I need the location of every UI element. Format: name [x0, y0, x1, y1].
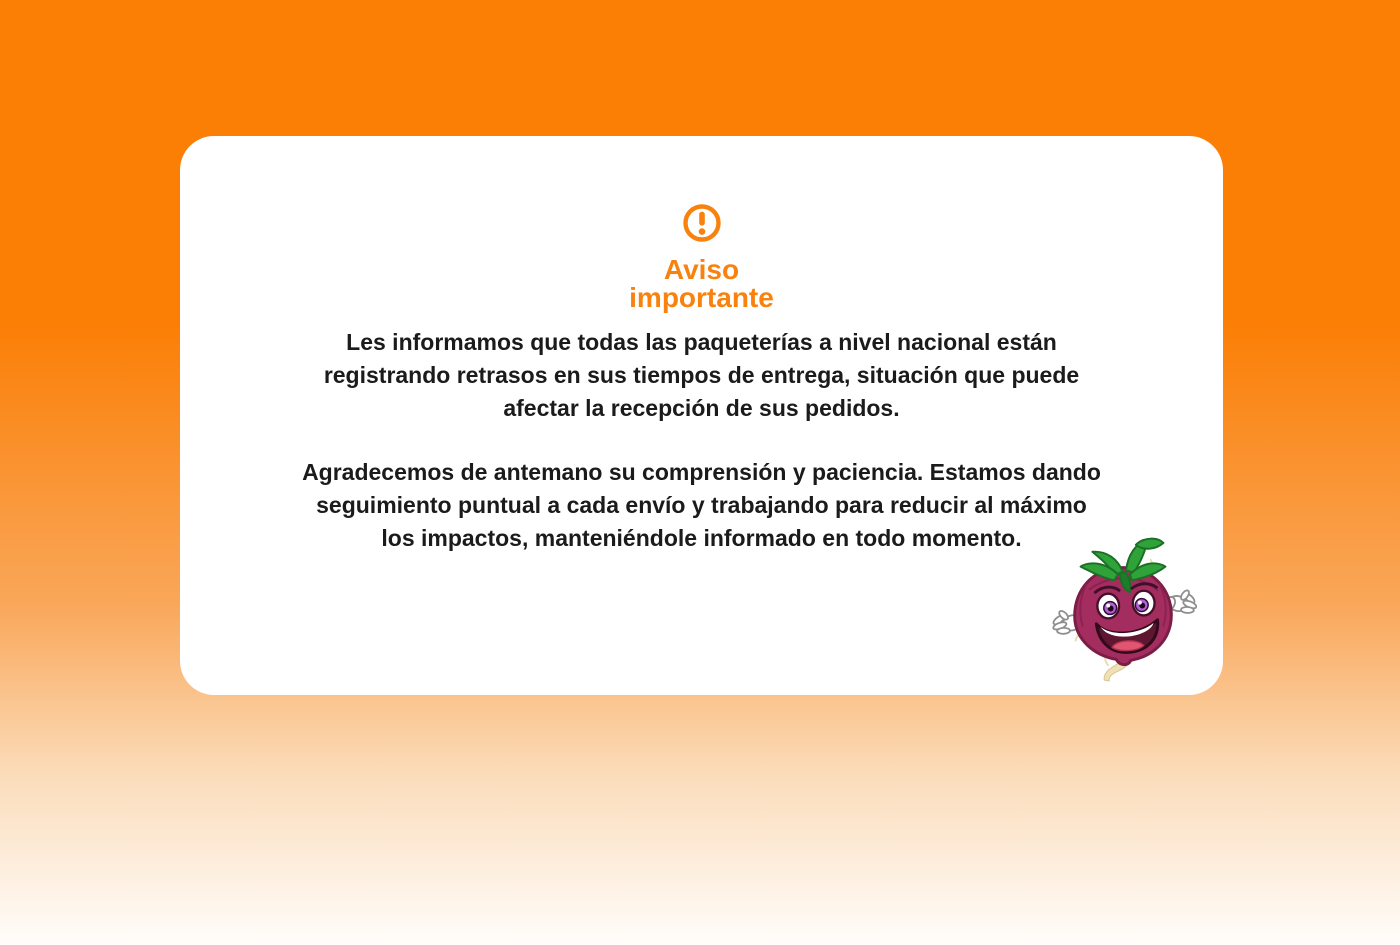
- notice-paragraph-2: [302, 456, 1101, 555]
- paragraph2-line2: seguimiento puntual a cada envío y trabajando para reducir al máximo: [316, 492, 1087, 518]
- paragraph2-line3: los impactos, manteniéndole informado en todo momento.: [381, 525, 1022, 551]
- exclamation-alert-icon: [681, 202, 723, 244]
- paragraph1-line3: afectar la recepción de sus pedidos.: [503, 395, 900, 421]
- paragraph2-line1: Agradecemos de antemano su comprensión y paciencia. Estamos dando: [302, 459, 1101, 485]
- notice-card: [180, 136, 1223, 695]
- notice-title: [629, 256, 774, 312]
- paragraph1-line1: Les informamos que todas las paqueterías a nivel nacional están: [346, 329, 1057, 355]
- beet-mascot: [1049, 535, 1197, 683]
- notice-paragraph-1: [324, 326, 1079, 425]
- notice-title-line1: Aviso: [663, 254, 740, 285]
- notice-title-line2: importante: [629, 282, 774, 313]
- paragraph1-line2: registrando retrasos en sus tiempos de entrega, situación que puede: [323, 362, 1080, 388]
